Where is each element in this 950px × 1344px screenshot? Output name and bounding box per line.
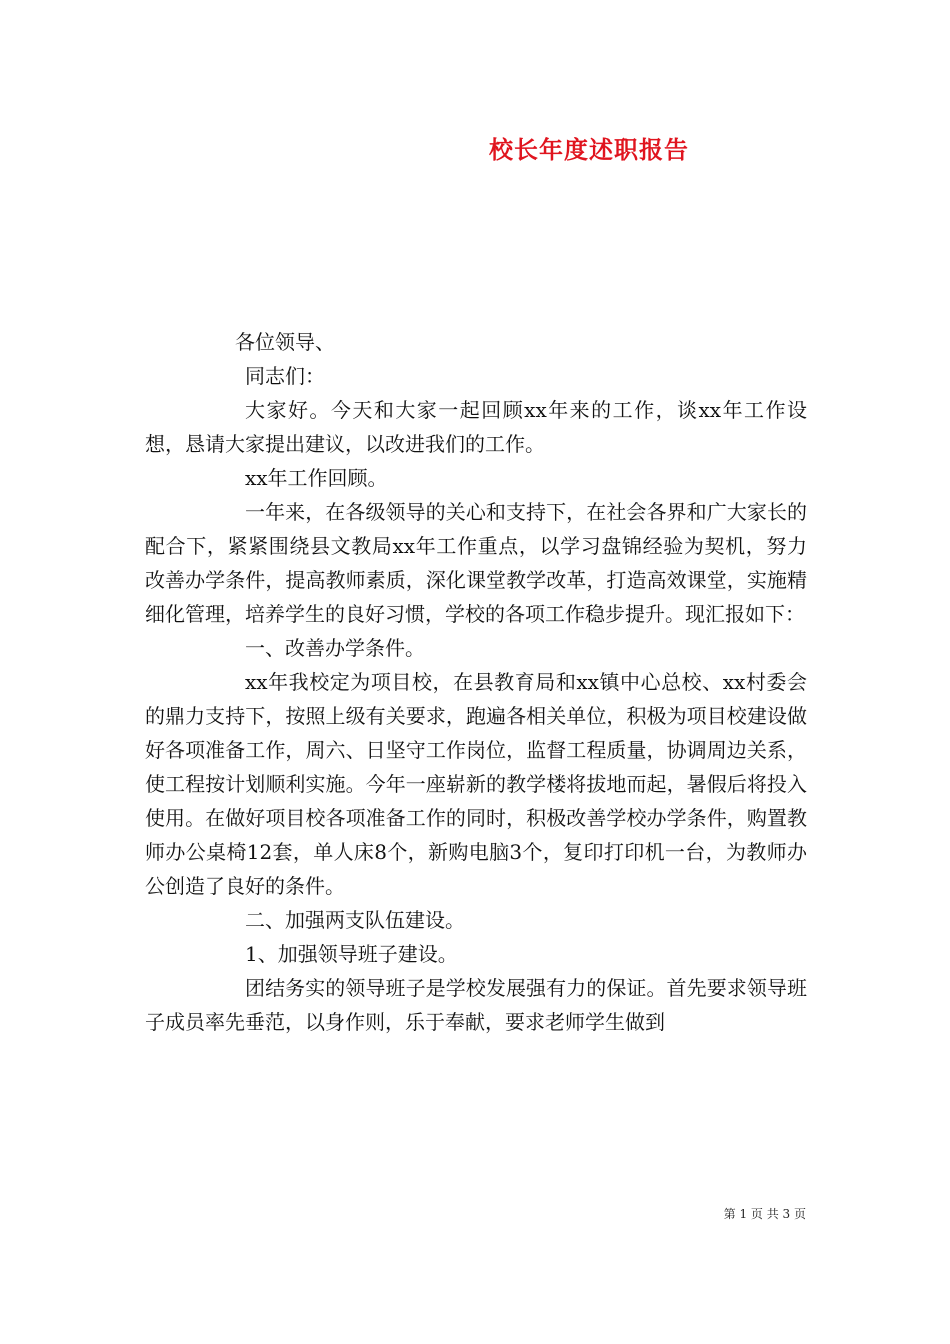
- heading-subsection-2-1: 1、加强领导班子建设。: [245, 942, 458, 966]
- salutation-leaders: 各位领导、: [235, 330, 335, 354]
- heading-section-1: 一、改善办学条件。: [245, 636, 425, 660]
- document-body: [145, 325, 807, 1039]
- heading-year-review: xx年工作回顾。: [245, 466, 388, 490]
- paragraph-year-summary: 一年来，在各级领导的关心和支持下，在社会各界和广大家长的配合下，紧紧围绕县文教局xx年工作重点，以学习盘锦经验为契机，努力改善办学条件，提高教师素质，深化课堂教学改革，打造高效课堂，实施精细化管理，培养学生的良好习惯，学校的各项工作稳步提升。现汇报如下：: [145, 500, 807, 626]
- heading-section-2: 二、加强两支队伍建设。: [245, 908, 465, 932]
- page-number-footer: 第 1 页 共 3 页: [723, 1207, 806, 1221]
- document-title: 校长年度述职报告: [489, 135, 689, 164]
- paragraph-greeting: 大家好。今天和大家一起回顾xx年来的工作，谈xx年工作设想，恳请大家提出建议，以改进我们的工作。: [145, 398, 807, 456]
- paragraph-section-1: xx年我校定为项目校，在县教育局和xx镇中心总校、xx村委会的鼎力支持下，按照上级有关要求，跑遍各相关单位，积极为项目校建设做好各项准备工作，周六、日坚守工作岗位，监督工程质量，协调周边关系，使工程按计划顺利实施。今年一座崭新的教学楼将拔地而起，暑假后将投入使用。在做好项目校各项准备工作的同时，积极改善学校办学条件，购置教师办公桌椅12套，单人床8个，新购电脑3个，复印打印机一台，为教师办公创造了良好的条件。: [145, 670, 807, 898]
- salutation-comrades: 同志们：: [245, 364, 325, 388]
- paragraph-subsection-2-1: 团结务实的领导班子是学校发展强有力的保证。首先要求领导班子成员率先垂范，以身作则，乐于奉献，要求老师学生做到: [145, 976, 807, 1034]
